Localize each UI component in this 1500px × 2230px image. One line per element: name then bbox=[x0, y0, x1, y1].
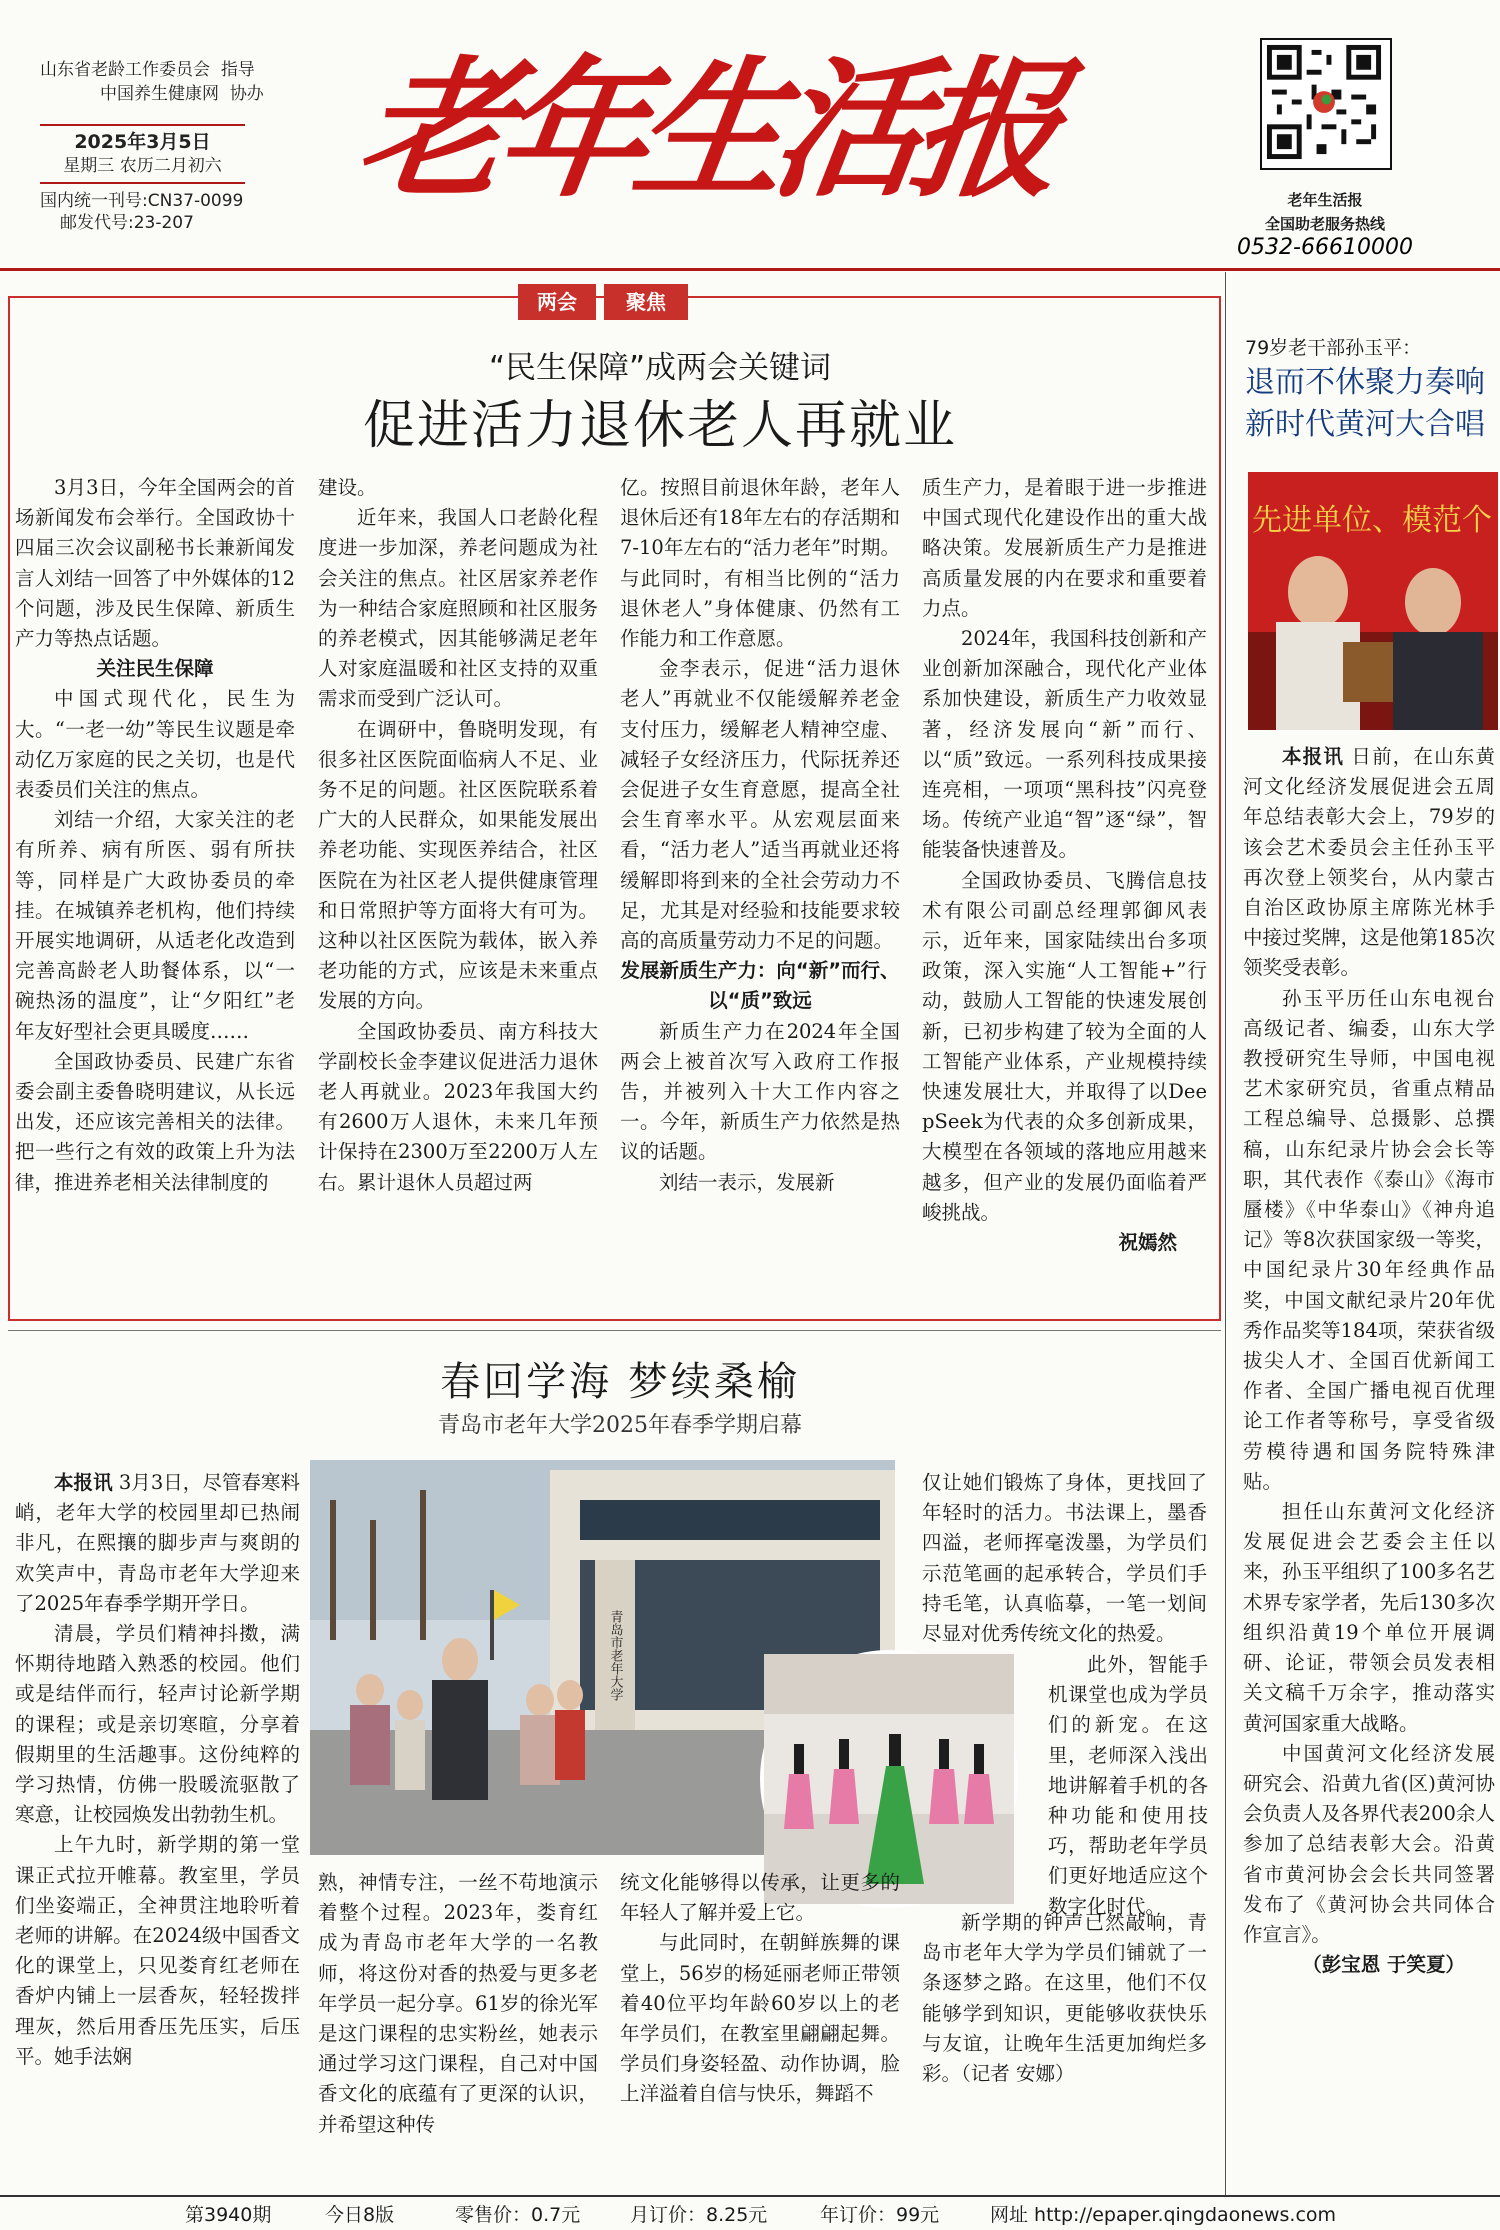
paragraph-text: 清晨，学员们精神抖擞，满怀期待地踏入熟悉的校园。他们或是结伴而行，轻声讨论新学期的课程；或是亲切寒暄，分享着假期里的生活趣事。这份纯粹的学习热情，仿佛一股暖流驱散了寒意，让校园焕发出勃勃生机。 bbox=[15, 1622, 300, 1827]
building-sign-text: 青岛市老年大学 bbox=[607, 1610, 623, 1701]
column-divider bbox=[1225, 272, 1226, 2197]
paragraph-text: 担任山东黄河文化经济发展促进会艺委会主任以来，孙玉平组织了100多名艺术界专家学者，先后130多次组织沿黄19个单位开展调研、论证，带领会员发表相关文稿千万余字，推动落实黄河国家重大战略。 bbox=[1243, 1500, 1495, 1735]
paragraph bbox=[1243, 1739, 1495, 1950]
paragraph-text: 孙玉平历任山东电视台高级记者、编委，山东大学教授研究生导师，中国电视艺术家研究员，省重点精品工程总编导、总摄影、总撰稿，山东纪录片协会会长等职，其代表作《泰山》《海市蜃楼》《中华泰山》《神舟追记》等8次获国家级一等奖，中国纪录片30年经典作品奖，中国文献纪录片20年优秀作品奖等184项，荣获省级拔尖人才、全国百优新闻工作者、全国广播电视百优理论工作者等称号，享受省级劳模待遇和国务院特殊津贴。 bbox=[1243, 986, 1495, 1493]
paragraph bbox=[318, 1868, 598, 2140]
paragraph bbox=[620, 473, 900, 654]
monthly-price: 月订价：8.25元 bbox=[630, 2204, 768, 2226]
paragraph bbox=[15, 1619, 300, 1830]
paragraph bbox=[1243, 742, 1495, 984]
focus-column-2 bbox=[318, 473, 598, 1313]
side-article-body bbox=[1243, 742, 1495, 2190]
yearly-price: 年订价：99元 bbox=[820, 2204, 940, 2226]
section-tag-jujiao: 聚焦 bbox=[604, 284, 688, 320]
paragraph bbox=[922, 473, 1207, 624]
paragraph-text: 关注民生保障 bbox=[96, 657, 214, 681]
paragraph-text: 与此同时，在朝鲜族舞的课堂上，56岁的杨延丽老师正带领着40位平均年龄60岁以上的老年学员们，在教室里翩翩起舞。学员们身姿轻盈、动作协调，脸上洋溢着自信与快乐，舞蹈不 bbox=[620, 1931, 900, 2106]
paragraph-text: 刘结一表示，发展新 bbox=[659, 1170, 835, 1194]
postal-code: 邮发代号:23-207 bbox=[60, 213, 194, 233]
paragraph-text: 仅让她们锻炼了身体，更找回了年轻时的活力。书法课上，墨香四溢，老师挥毫泼墨，为学员们示范笔画的起承转合，学员们手持毛笔，认真临摹，一笔一划间尽显对优秀传统文化的热爱。 bbox=[922, 1471, 1207, 1646]
hotline-number: 0532-66610000 bbox=[1237, 235, 1413, 260]
hotline-label: 全国助老服务热线 bbox=[1264, 215, 1385, 233]
paragraph-text: 金李表示，促进“活力退休老人”再就业不仅能缓解养老金支付压力，缓解老人精神空虚、减轻子女经济压力，代际抚养还会促进子女生育意愿，提高全社会生育率水平。从宏观层面来看，“活力老人”适当再就业还将缓解即将到来的全社会劳动力不足，尤其是对经验和技能要求较高的高质量劳动力不足的问题。 bbox=[620, 657, 900, 953]
paragraph bbox=[620, 1868, 900, 1928]
guide-org: 山东省老龄工作委员会 bbox=[40, 60, 210, 80]
paragraph-text: 3月3日，今年全国两会的首场新闻发布会举行。全国政协十四届三次会议副秘书长兼新闻发言人刘结一回答了中外媒体的12个问题，涉及民生保障、新质生产力等热点话题。 bbox=[15, 476, 295, 651]
paragraph bbox=[15, 1047, 295, 1198]
school-article-subtitle: 青岛市老年大学2025年春季学期启幕 bbox=[438, 1413, 802, 1438]
section-tag-lianghui: 两会 bbox=[518, 284, 596, 320]
paragraph bbox=[922, 866, 1207, 1228]
assist-org: 中国养生健康网 bbox=[100, 84, 219, 104]
paragraph-text: （彭宝恩 于笑夏） bbox=[1302, 1953, 1465, 1977]
paragraph bbox=[922, 1908, 1207, 2089]
qr-code-icon[interactable] bbox=[1260, 38, 1392, 170]
paragraph bbox=[1243, 984, 1495, 1497]
assist-role: 协办 bbox=[229, 84, 264, 104]
subheading bbox=[15, 654, 295, 684]
school-column-1 bbox=[15, 1468, 300, 2188]
school-column-2 bbox=[318, 1868, 598, 2190]
side-article-title: 退而不休聚力奏响新时代黄河大合唱 bbox=[1245, 365, 1485, 442]
focus-column-4 bbox=[922, 473, 1207, 1313]
paragraph bbox=[318, 715, 598, 1017]
paragraph-text: 统文化能够得以传承，让更多的年轻人了解并爱上它。 bbox=[620, 1871, 900, 1925]
article-headline: 促进活力退休老人再就业 bbox=[362, 396, 957, 456]
paragraph-text: 全国政协委员、民建广东省委会副主委鲁晓明建议，从长远出发，还应该完善相关的法律。把一些行之有效的政策上升为法律，推进养老相关法律制度的 bbox=[15, 1049, 295, 1194]
paragraph-text: 近年来，我国人口老龄化程度进一步加深，养老问题成为社会关注的焦点。社区居家养老作为一种结合家庭照顾和社区服务的养老模式，因其能够满足老年人对家庭温暖和社区支持的双重需求而受到广泛认可。 bbox=[318, 506, 598, 711]
focus-column-3 bbox=[620, 473, 900, 1313]
paragraph bbox=[620, 1168, 900, 1198]
paragraph bbox=[15, 473, 295, 654]
paragraph bbox=[922, 1468, 1207, 1649]
weekday-lunar: 星期三 农历二月初六 bbox=[63, 156, 222, 176]
school-column-4-top bbox=[922, 1468, 1207, 1646]
paragraph-text: 在调研中，鲁晓明发现，有很多社区医院面临病人不足、业务不足的问题。社区医院联系着广大的人民群众，如果能发展出养老功能、实现医养结合，社区医院在为社区老人提供健康管理和日常照护等方面将大有可为。这种以社区医院为载体，嵌入养老功能的方式，应该是未来重点发展的方向。 bbox=[318, 717, 598, 1013]
retail-price: 零售价：0.7元 bbox=[455, 2204, 581, 2226]
subheading bbox=[620, 956, 900, 1016]
paragraph-text: 祝嫣然 bbox=[1118, 1231, 1177, 1255]
award-banner-text: 先进单位、模范个 bbox=[1252, 503, 1492, 538]
paragraph bbox=[15, 1468, 300, 1619]
byline bbox=[1243, 1950, 1495, 1980]
qr-caption: 老年生活报 bbox=[1287, 191, 1363, 209]
paragraph bbox=[620, 1928, 900, 2109]
school-column-4-bottom bbox=[922, 1908, 1207, 2190]
paragraph bbox=[318, 473, 598, 503]
paragraph bbox=[15, 1830, 300, 2072]
footer-rule bbox=[0, 2195, 1500, 2197]
paragraph bbox=[318, 1017, 598, 1198]
paragraph bbox=[922, 624, 1207, 866]
date-box bbox=[40, 124, 245, 184]
paragraph-text: 日前，在山东黄河文化经济发展促进会五周年总结表彰大会上，79岁的该会艺术委员会主任孙玉平再次登上领奖台，从内蒙古自治区政协原主席陈光林手中接过奖牌，这是他第185次领奖受表彰。 bbox=[1243, 745, 1495, 980]
issue-number: 第3940期 bbox=[185, 2204, 272, 2226]
paragraph bbox=[318, 503, 598, 714]
website-link[interactable]: 网址 http://epaper.qingdaonews.com bbox=[990, 2204, 1337, 2226]
school-article-title: 春回学海 梦续桑榆 bbox=[440, 1359, 800, 1405]
masthead-divider bbox=[0, 268, 1500, 271]
cn-code: 国内统一刊号:CN37-0099 bbox=[40, 191, 244, 211]
publication-codes bbox=[40, 190, 340, 234]
award-photo bbox=[1248, 472, 1498, 730]
section-divider bbox=[8, 1330, 1221, 1331]
dateline-lead: 本报讯 bbox=[1282, 745, 1345, 768]
paragraph-text: 新质生产力在2024年全国两会上被首次写入政府工作报告，并被列入十大工作内容之一。今年，新质生产力依然是热议的话题。 bbox=[620, 1019, 900, 1164]
paragraph-text: 发展新质生产力：向“新”而行、以“质”致远 bbox=[620, 959, 900, 1013]
paragraph bbox=[620, 1017, 900, 1168]
qr-code-graphic bbox=[1262, 40, 1386, 164]
side-article-kicker: 79岁老干部孙玉平： bbox=[1245, 337, 1422, 359]
paragraph bbox=[15, 805, 295, 1047]
paragraph-text: 新学期的钟声已然敲响，青岛市老年大学为学员们铺就了一条逐梦之路。在这里，他们不仅能够学到知识，更能够收获快乐与友谊，让晚年生活更加绚烂多彩。（记者 安娜） bbox=[922, 1911, 1207, 2086]
byline bbox=[922, 1228, 1207, 1258]
paragraph-text: 熟，神情专注，一丝不苟地演示着整个过程。2023年，娄育红成为青岛市老年大学的一名教师，将这份对香的热爱与更多老年学员一起分享。61岁的徐光军是这门课程的忠实粉丝，她表示通过学习这门课程，自己对中国香文化的底蕴有了更深的认识，并希望这种传 bbox=[318, 1871, 598, 2136]
guide-role: 指导 bbox=[220, 60, 255, 80]
page-count: 今日8版 bbox=[325, 2204, 395, 2226]
dateline-lead: 本报讯 bbox=[54, 1471, 113, 1494]
paragraph-text: 全国政协委员、飞腾信息技术有限公司副总经理郭御风表示，近年来，国家陆续出台多项政策，深入实施“人工智能+”行动，鼓励人工智能的快速发展创新，已初步构建了较为全面的人工智能产业体系，产业规模持续快速发展壮大，并取得了以DeepSeek为代表的众多创新成果，大模型在各领域的落地应用越来越多，但产业的发展仍面临着严峻挑战。 bbox=[922, 868, 1207, 1224]
issue-date: 2025年3月5日 bbox=[74, 131, 211, 153]
paragraph-text: 刘结一介绍，大家关注的老有所养、病有所医、弱有所扶等，同样是广大政协委员的牵挂。在城镇养老机构，他们持续开展实地调研，从适老化改造到完善高龄老人助餐体系，以“一碗热汤的温度”，让“夕阳红”老年友好型社会更具暖度…… bbox=[15, 808, 295, 1043]
paragraph-text: 质生产力，是着眼于进一步推进中国式现代化建设作出的重大战略决策。发展新质生产力是推进高质量发展的内在要求和重要着力点。 bbox=[922, 476, 1207, 620]
paragraph-text: 此外，智能手机课堂也成为学员们的新宠。在这里，老师深入浅出地讲解着手机的各种功能和使用技巧，帮助老年学员们更好地适应这个数字化时代。 bbox=[1048, 1653, 1208, 1918]
masthead-info bbox=[40, 58, 340, 234]
paragraph-text: 中国式现代化，民生为大。“一老一幼”等民生议题是牵动亿万家庭的民之关切，也是代表委员们关注的焦点。 bbox=[15, 687, 295, 802]
paragraph-text: 亿。按照目前退休年龄，老年人退休后还有18年左右的存活期和7-10年左右的“活力老年”时期。与此同时，有相当比例的“活力退休老人”身体健康、仍然有工作能力和工作意愿。 bbox=[620, 476, 900, 651]
paragraph-text: 3月3日，尽管春寒料峭，老年大学的校园里却已热闹非凡，在熙攘的脚步声与爽朗的欢笑声中，青岛市老年大学迎来了2025年春季学期开学日。 bbox=[15, 1471, 300, 1615]
paragraph bbox=[1243, 1497, 1495, 1739]
paragraph-text: 中国黄河文化经济发展研究会、沿黄九省(区)黄河协会负责人及各界代表200余人参加了总结表彰大会。沿黄省市黄河协会会长共同签署发布了《黄河协会共同体合作宣言》。 bbox=[1243, 1741, 1495, 1946]
school-column-3 bbox=[620, 1868, 900, 2190]
paragraph-text: 2024年，我国科技创新和产业创新加深融合，现代化产业体系加快建设，新质生产力收效显著，经济发展向“新”而行、以“质”致远。一系列科技成果接连亮相，一项项“黑科技”闪亮登场。传统产业追“智”逐“绿”，智能装备快速普及。 bbox=[922, 627, 1207, 862]
school-column-4-mid bbox=[1048, 1650, 1208, 1918]
paragraph-text: 全国政协委员、南方科技大学副校长金李建议促进活力退休老人再就业。2023年我国大约有2600万人退休，未来几年预计保持在2300万至2200万人左右。累计退休人员超过两 bbox=[318, 1019, 598, 1194]
paragraph bbox=[1048, 1650, 1208, 1922]
paragraph bbox=[15, 684, 295, 805]
footer-bar bbox=[0, 2202, 1500, 2228]
newspaper-title: 老年生活报 bbox=[348, 42, 1064, 218]
paragraph bbox=[620, 654, 900, 956]
hotline-block bbox=[1225, 188, 1425, 260]
article-kicker: “民生保障”成两会关键词 bbox=[488, 350, 832, 386]
paragraph-text: 建设。 bbox=[318, 476, 377, 499]
focus-column-1 bbox=[15, 473, 295, 1313]
paragraph-text: 上午九时，新学期的第一堂课正式拉开帷幕。教室里，学员们坐姿端正，全神贯注地聆听着老师的讲解。在2024级中国香文化的课堂上，只见娄育红老师在香炉内铺上一层香灰，轻轻拨拌理灰，然后用香压先压实，后压平。她手法娴 bbox=[15, 1833, 300, 2068]
